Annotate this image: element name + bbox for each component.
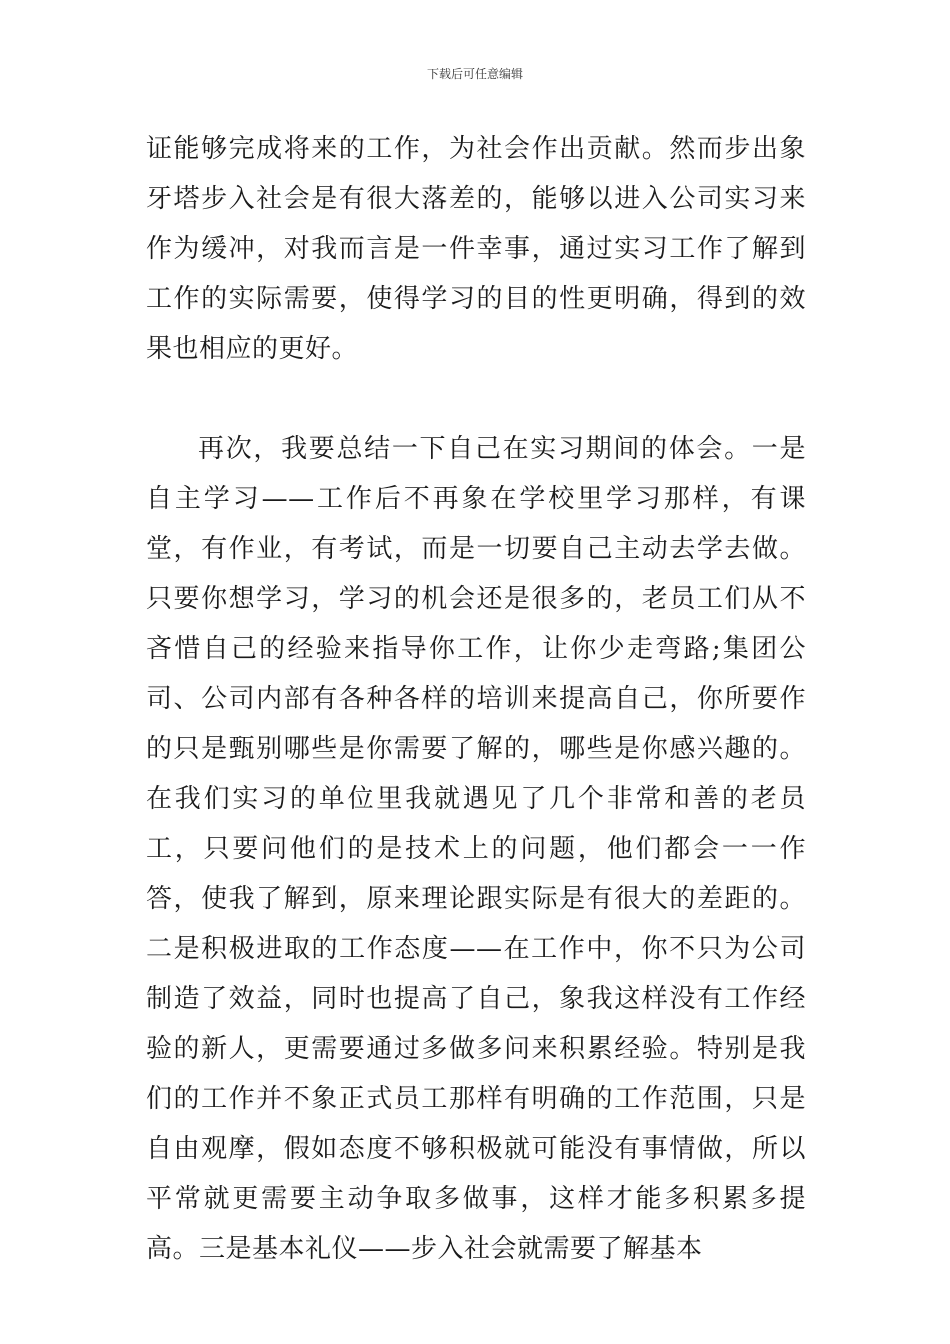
body-paragraph: 再次，我要总结一下自己在实习期间的体会。一是自主学习——工作后不再象在学校里学习那样，有课堂，有作业，有考试，而是一切要自己主动去学去做。只要你想学习，学习的机会还是很多的，老员工们从不吝惜自己的经验来指导你工作，让你少走弯路;集团公司、公司内部有各种各样的培训来提高自己，你所要作的只是甄别哪些是你需要了解的，哪些是你感兴趣的。在我们实习的单位里我就遇见了几个非常和善的老员工，只要问他们的是技术上的问题，他们都会一一作答，使我了解到，原来理论跟实际是有很大的差距的。二是积极进取的工作态度——在工作中，你不只为公司制造了效益，同时也提高了自己，象我这样没有工作经验的新人，更需要通过多做多问来积累经验。特别是我们的工作并不象正式员工那样有明确的工作范围，只是自由观摩，假如态度不够积极就可能没有事情做，所以平常就更需要主动争取多做事，这样才能多积累多提高。三是基本礼仪——步入社会就需要了解基本 <box>146 434 806 1264</box>
page-header: 下载后可任意编辑 <box>426 67 523 81</box>
paragraph-block-2 <box>146 424 806 1274</box>
body-paragraph: 证能够完成将来的工作，为社会作出贡献。然而步出象牙塔步入社会是有很大落差的，能够以进入公司实习来作为缓冲，对我而言是一件幸事，通过实习工作了解到工作的实际需要，使得学习的目的性更明确，得到的效果也相应的更好。 <box>146 134 806 364</box>
paragraph-block-1 <box>146 124 806 374</box>
